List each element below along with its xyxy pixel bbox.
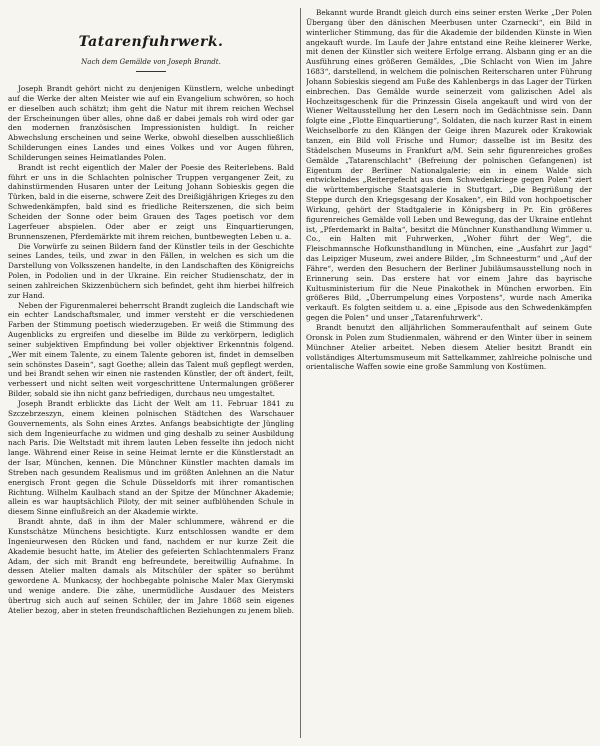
left-paragraph: Joseph Brandt gehört nicht zu denjenigen Künstlern, welche unbedingt auf die Werke der alten Meister wie auf ein Evangelium schwören, so hoch er dieselben auch schätzt; ihm geht die Natur mit ihrem reichen Wechsel der Erscheinungen über alles, ohne daß er dabei jemals roh wird oder gar den modernen französischen Impressionisten huldigt. In reicher Abwechslung erscheinen und seine Werke, obwohl dieselben ausschließlich Schilderungen eines Landes und eines Volkes und vor Augen führen, Schilderungen seines Heimatlandes Polen.: [8, 84, 294, 162]
left-paragraph: Brandt ist recht eigentlich der Maler der Poesie des Reiterlebens. Bald führt er uns in die Schlachten polnischer Truppen vergangener Zeit, zu dahinstürmenden Husaren unter der Leitung Johann Sobieskis gegen die Türken, bald in die eiserne, schwere Zeit des Dreißigjährigen Krieges zu den Schwedenkämpfen, bald sind es friedliche Reiterszenen, die sich beim Scheiden der Sonne oder beim Grauen des Tages poetisch vor dem Lagerfeuer abspielen. Oder aber er zeigt uns Einquartierungen, Brunnenszenen, Pferdemärkte mit ihrem reichen, buntbewegten Leben u. a.: [8, 162, 294, 241]
right-paragraph: Brandt benutzt den alljährlichen Sommeraufenthalt auf seinem Gute Oronsk in Polen zum Studienmalen, während er den Winter über in seinem Münchner Atelier arbeitet. Neben diesem Atelier besitzt Brandt ein vollständiges Altertumsmuseum mit Sattelkammer, zahlreiche polnische und orientalische Waffen sowie eine große Sammlung von Kostümen.: [306, 323, 592, 372]
article-title: Tatarenfuhrwerk.: [78, 34, 224, 50]
left-paragraph: Brandt ahnte, daß in ihm der Maler schlummere, während er die Kunstschätze Münchens besichtigte. Kurz entschlossen wandte er dem Ingenieurwesen den Rücken und fand, nachdem er nur kurze Zeit die Akademie besucht hatte, im Atelier des gefeierten Schlachtenmalers Franz Adam, der sich mit Brandt eng befreundete, bereitwillig Aufnahme. In dessen Atelier malten damals als Mitschüler der später so berühmt gewordene A. Munkacsy, der hochbegabte polnische Maler Max Gierymski und wenige andere. Die zähe, unermüdliche Ausdauer des Meisters übertrug sich auch auf seinen Schüler, der im Jahre 1868 sein eigenes Atelier bezog, aber in steten freundschaftlichen Beziehungen zu jenem blieb.: [8, 517, 294, 615]
left-paragraph: Die Vorwürfe zu seinen Bildern fand der Künstler teils in der Geschichte seines Landes, teils, und zwar in den Fällen, in welchen es sich um die Darstellung von Volksszenen handelte, in den Landschaften des Königreichs Polen, in Podolien und in der Ukraine. Ein reicher Studienschatz, der in seinen zahlreichen Skizzenbüchern sich befindet, geht ihm hierbei hilfreich zur Hand.: [8, 241, 294, 300]
column-divider: [300, 8, 301, 738]
left-paragraph: Joseph Brandt erblickte das Licht der Welt am 11. Februar 1841 zu Szczebrzeszyn, einem kleinen polnischen Städtchen des Warschauer Gouvernements, als Sohn eines Arztes. Anfangs beabsichtigte der Jüngling sich dem Ingenieurfache zu widmen und ging deshalb zu seiner Ausbildung nach Paris. Die Weltstadt mit ihrem lauten Leben fesselte ihn jedoch nicht lange. Während einer Reise in seine Heimat lernte er die Künstlerstadt an der Isar, München, kennen. Die Münchner Künstler machten damals im Streben nach gesundem Realismus und im größten Anlehnen an die Natur energisch Front gegen die Schule Düsseldorfs mit ihrer romantischen Richtung. Wilhelm Kaulbach stand an der Spitze der Münchner Akademie; allein es war hauptsächlich Piloty, der mit seiner aufblühenden Schule in diesem Sinne einflußreich an der Akademie wirkte.: [8, 399, 294, 517]
right-paragraph: Bekannt wurde Brandt gleich durch eins seiner ersten Werke „Der Polen Übergang über den dänischen Meerbusen unter Czarnecki“, ein Bild in winterlicher Stimmung, das für die Akademie der bildenden Künste in Wien angekauft wurde. Im Laufe der Jahre entstand eine Reihe kleinerer Werke, mit denen der Künstler sich weitere Erfolge errang. Alsbann ging er an die Ausführung eines größeren Gemäldes, „Die Schlacht von Wien im Jahre 1683“, darstellend, in welchem die polnischen Reiterscharen unter Führung Johann Sobieskis siegend am Fuße des Kahlenbergs in das Lager der Türken einbrechen. Das Gemälde wurde seinerzeit vom galizischen Adel als Hochzeitsgeschenk für die Prinzessin Gisela angekauft und wird von der Wiener Weltausstellung her den Lesern noch im Gedächtnisse sein. Dann folgte eine „Flotte Einquartierung“, Soldaten, die nach kurzer Rast in einem Weichselborfe zu den Klängen der Geige ihren Mazurek oder Krakowiak tanzen, ein Bild voll Frische und Humor; dasselbe ist im Besitz des Städelschen Museums in Frankfurt a/M. Sein sehr figurenreiches großes Gemälde „Tatarenschlacht“ (Befreiung der polnischen Gefangenen) ist Eigentum der Berliner Nationalgalerie; ein in einem Walde sich entwickelndes „Reitergefecht aus dem Schwedenkriege gegen Polen“ ziert die württembergische Staatsgalerie in Stuttgart. „Die Begrüßung der Steppe durch den Kriegsgesang der Kosaken“, ein Bild von hochpoetischer Wirkung, gehört der Stadtgalerie in Königsberg in Pr. Ein größeres figurenreiches Gemälde voll Leben und Bewegung, das der Ukraine entlehnt ist, „Pferdemarkt in Balta“, besitzt die Münchner Kunsthandlung Wimmer u. Co., ein Halten mit Fuhrwerken, „Woher führt der Weg“, die Fleischmannsche Hofkunsthandlung in München, eine „Ausfahrt zur Jagd“ das Leipziger Museum, zwei andere Bilder, „Im Schneesturm“ und „Auf der Fähre“, werden den Besuchern der Berliner Jubiläumsausstellung noch in Erinnerung sein. Das erstere hat vor einem Jahre das bayrische Kultusministerium für die Neue Pinakothek in München erworben. Ein größeres Bild, „Überrumpelung eines Vorpostens“, wurde nach Amerika verkauft. Es folgten seitdem u. a. eine „Episode aus den Schwedenkämpfen gegen die Polen“ und unser „Tatarenfuhrwerk“.: [306, 8, 592, 323]
title-rule: [136, 71, 166, 72]
article-subtitle: Nach dem Gemälde von Joseph Brandt.: [81, 58, 221, 66]
left-paragraph: Neben der Figurenmalerei beherrscht Brandt zugleich die Landschaft wie ein echter Landschaftsmaler, und immer versteht er die verschiedenen Farben der Stimmung poetisch wiederzugeben. Er weiß die Stimmung des Augenblicks zu ergreifen und dieselbe im Bilde zu verkörpern, lediglich seiner subjektiven Empfindung bei voller objektiver Erkenntnis folgend. „Wer mit einem Talente, zu einem Talente geboren ist, findet in demselben sein schönstes Dasein“, sagt Goethe; allein das Talent muß gepflegt werden, und bei Brandt sehen wir einen nie rastenden Künstler, der oft ändert, feilt, verbessert und nicht selten weit vorgeschrittene Untermalungen größerer Bilder, sobald sie ihn nicht ganz befriedigen, durchaus neu umgestaltet.: [8, 300, 294, 399]
left-column: [8, 8, 294, 742]
right-column: [306, 8, 592, 742]
